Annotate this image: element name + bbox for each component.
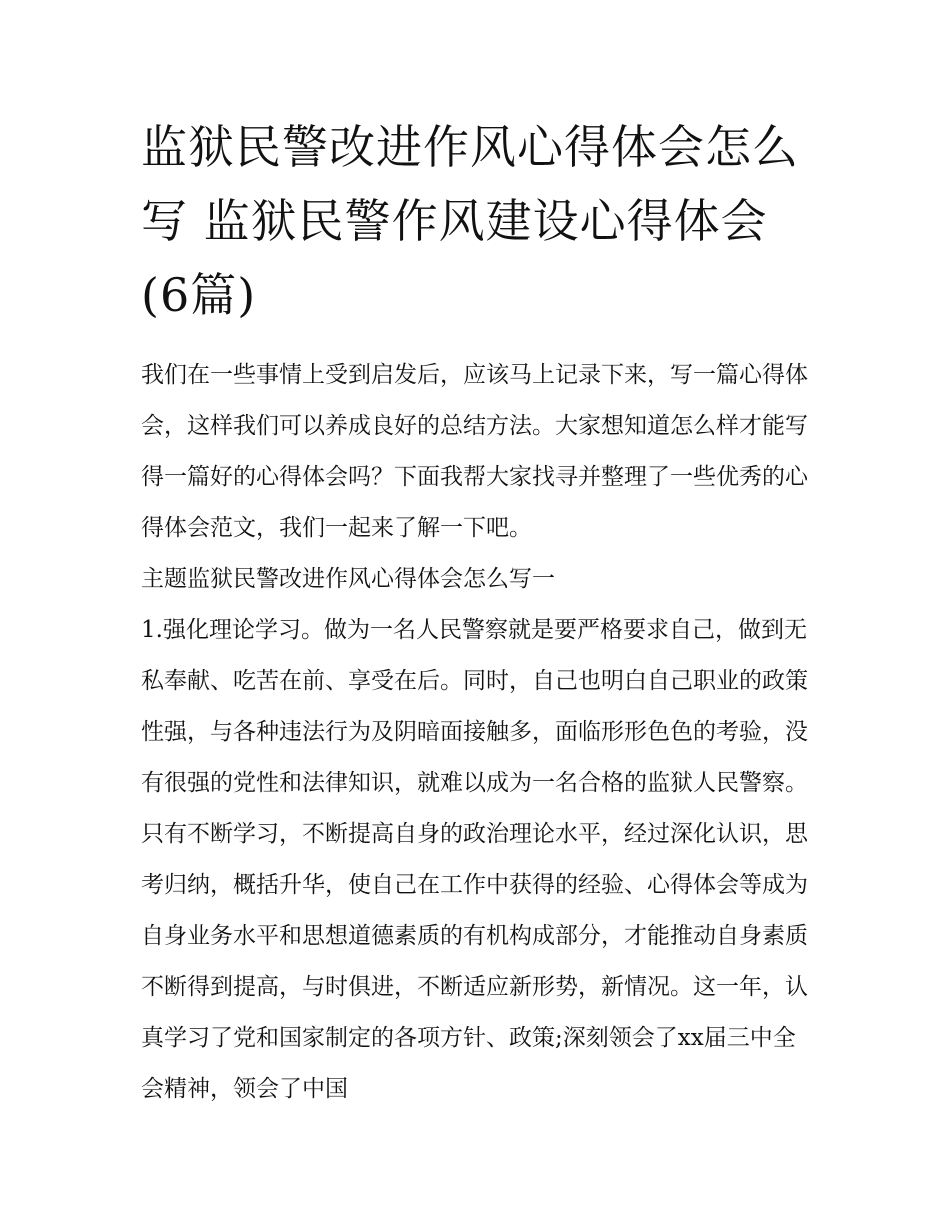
section-heading: 主题监狱民警改进作风心得体会怎么写一 xyxy=(141,566,555,592)
document-page xyxy=(141,110,813,1115)
document-title: 监狱民警改进作风心得体会怎么写 监狱民警作风建设心得体会(6篇) xyxy=(141,120,799,322)
intro-paragraph: 我们在一些事情上受到启发后，应该马上记录下来，写一篇心得体会，这样我们可以养成良好的总结方法。大家想知道怎么样才能写得一篇好的心得体会吗？下面我帮大家找寻并整理了一些优秀的心得体会范文，我们一起来了解一下吧。 xyxy=(141,362,808,541)
body-paragraph: 1.强化理论学习。做为一名人民警察就是要严格要求自己，做到无私奉献、吃苦在前、享受在后。同时，自己也明白自己职业的政策性强，与各种违法行为及阴暗面接触多，面临形形色色的考验，没有很强的党性和法律知识，就难以成为一名合格的监狱人民警察。只有不断学习，不断提高自身的政治理论水平，经过深化认识，思考归纳，概括升华，使自己在工作中获得的经验、心得体会等成为自身业务水平和思想道德素质的有机构成部分，才能推动自身素质不断得到提高，与时俱进，不断适应新形势，新情况。这一年，认真学习了党和国家制定的各项方针、政策;深刻领会了xx届三中全会精神，领会了中国 xyxy=(141,617,808,1102)
